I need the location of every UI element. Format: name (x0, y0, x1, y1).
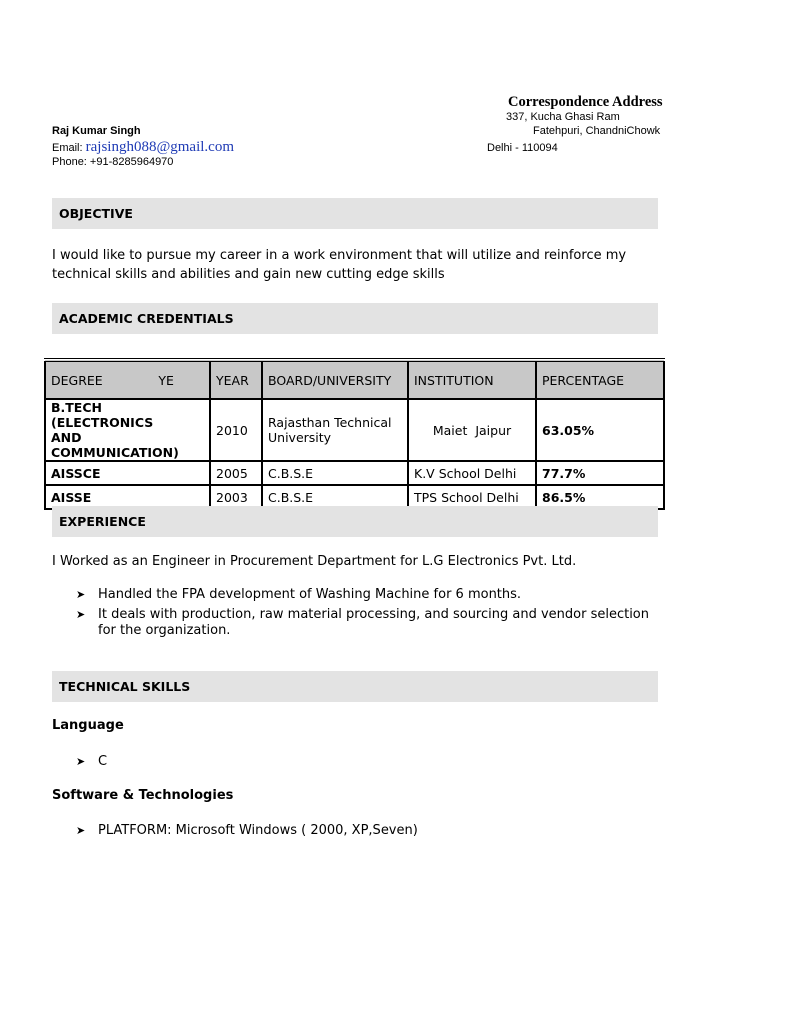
year-cell: 2003 (210, 485, 262, 509)
board-line-1: Rajasthan Technical (268, 415, 392, 430)
email-row (52, 139, 234, 156)
institution-cell: Maiet Jaipur (408, 399, 536, 461)
candidate-name: Raj Kumar Singh (52, 125, 141, 137)
email-label: Email: (52, 142, 83, 154)
email-link[interactable]: rajsingh088@gmail.com (85, 139, 234, 155)
address-line-2: Fatehpuri, ChandniChowk (533, 125, 661, 137)
institution-cell: K.V School Delhi (408, 461, 536, 485)
section-header-academic: ACADEMIC CREDENTIALS (52, 303, 658, 334)
table-row (45, 461, 664, 485)
table-row (45, 399, 664, 461)
section-header-objective: OBJECTIVE (52, 198, 658, 229)
column-header-board: BOARD/UNIVERSITY (262, 360, 408, 399)
degree-line-2: AND COMMUNICATION) (51, 430, 179, 460)
academic-credentials-table (44, 358, 665, 510)
board-cell (262, 399, 408, 461)
year-cell: 2005 (210, 461, 262, 485)
list-item-text: It deals with production, raw material processing, and sourcing and vendor selection for the organization. (98, 606, 650, 638)
table-header-row (45, 360, 664, 399)
objective-text-line-2: technical skills and abilities and gain new cutting edge skills (52, 267, 445, 282)
degree-cell: AISSE (45, 485, 210, 509)
column-header-degree: DEGREE YE (45, 360, 210, 399)
section-header-experience: EXPERIENCE (52, 506, 658, 537)
board-cell: C.B.S.E (262, 461, 408, 485)
list-item-text: PLATFORM: Microsoft Windows ( 2000, XP,Seven) (98, 823, 418, 838)
arrowhead-bullet-icon: ➤ (76, 588, 86, 601)
address-line-3: Delhi - 110094 (487, 142, 558, 154)
percentage-cell: 77.7% (536, 461, 664, 485)
year-cell: 2010 (210, 399, 262, 461)
degree-cell (45, 399, 210, 461)
experience-bullet-list (76, 587, 656, 643)
list-item (76, 823, 418, 840)
board-cell: C.B.S.E (262, 485, 408, 509)
experience-intro: I Worked as an Engineer in Procurement Department for L.G Electronics Pvt. Ltd. (52, 554, 577, 569)
percentage-cell: 63.05% (536, 399, 664, 461)
board-line-2: University (268, 430, 332, 445)
column-header-percentage: PERCENTAGE (536, 360, 664, 399)
software-heading: Software & Technologies (52, 788, 234, 803)
software-bullet-list (76, 823, 418, 843)
language-bullet-list (76, 754, 107, 774)
list-item-text: Handled the FPA development of Washing Machine for 6 months. (98, 587, 522, 602)
arrowhead-bullet-icon: ➤ (76, 755, 86, 768)
list-item (76, 607, 656, 640)
arrowhead-bullet-icon: ➤ (76, 824, 86, 837)
address-line-1: 337, Kucha Ghasi Ram (506, 111, 620, 123)
degree-cell: AISSCE (45, 461, 210, 485)
list-item-text: C (98, 754, 108, 769)
column-header-institution: INSTITUTION (408, 360, 536, 399)
section-header-technical-skills: TECHNICAL SKILLS (52, 671, 658, 702)
list-item (76, 587, 656, 604)
phone-number: Phone: +91-8285964970 (52, 156, 174, 168)
arrowhead-bullet-icon: ➤ (76, 607, 86, 621)
percentage-cell: 86.5% (536, 485, 664, 509)
correspondence-address-title: Correspondence Address (508, 94, 663, 110)
institution-cell: TPS School Delhi (408, 485, 536, 509)
language-heading: Language (52, 718, 124, 733)
column-header-year: YEAR (210, 360, 262, 399)
objective-text (52, 246, 626, 284)
list-item (76, 754, 107, 771)
degree-line-1: B.TECH (ELECTRONICS (51, 400, 154, 430)
objective-text-line-1: I would like to pursue my career in a work environment that will utilize and reinforce my (52, 248, 627, 263)
